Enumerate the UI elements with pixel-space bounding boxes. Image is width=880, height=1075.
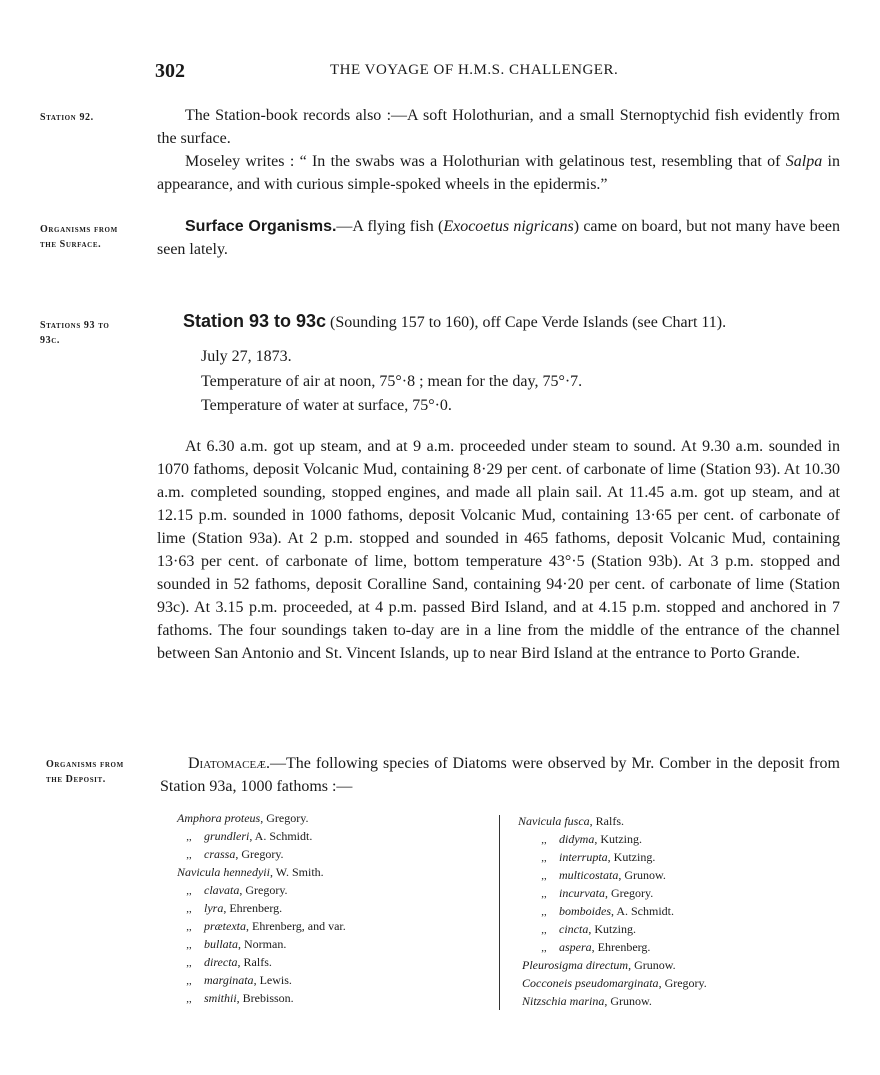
- margin-line: the Deposit.: [46, 774, 106, 785]
- species: crassa: [204, 847, 236, 861]
- diatoms-paragraph: [160, 752, 840, 798]
- ditto-mark: ,,: [186, 885, 192, 897]
- list-item: [177, 863, 346, 881]
- margin-line: Stations 93 to: [40, 320, 110, 331]
- genus: Navicula: [177, 865, 221, 879]
- list-item: [177, 809, 346, 827]
- running-title: THE VOYAGE OF H.M.S. CHALLENGER.: [330, 62, 619, 78]
- species: grundleri: [204, 829, 250, 843]
- species: bomboides: [559, 904, 611, 918]
- author: , Kutzing.: [607, 850, 656, 864]
- genus: Pleurosigma: [522, 958, 583, 972]
- author: , A. Schmidt.: [611, 904, 675, 918]
- ditto-mark: ,,: [541, 834, 547, 846]
- list-item: [177, 845, 346, 863]
- ditto-mark: ,,: [186, 849, 192, 861]
- species: didyma: [559, 832, 595, 846]
- author: , Ehrenberg, and var.: [246, 919, 346, 933]
- list-item: [177, 917, 346, 935]
- ditto-mark: ,,: [186, 957, 192, 969]
- margin-note-deposit: [46, 757, 124, 787]
- species: aspera: [559, 940, 592, 954]
- author: , Lewis.: [253, 973, 292, 987]
- ditto-mark: ,,: [541, 924, 547, 936]
- species: lyra: [204, 901, 224, 915]
- list-item: [177, 881, 346, 899]
- ditto-mark: ,,: [186, 975, 192, 987]
- author: , Norman.: [238, 937, 287, 951]
- author: , Kutzing.: [588, 922, 636, 936]
- author: , Grunow.: [604, 994, 652, 1008]
- species: bullata: [204, 937, 239, 951]
- species: prætexta: [204, 919, 246, 933]
- list-item: [177, 971, 346, 989]
- species: clavata: [204, 883, 240, 897]
- margin-line: Organisms from: [46, 759, 124, 770]
- surface-organisms-paragraph: [157, 215, 840, 261]
- diatoms-lead: Diatomaceæ.: [188, 755, 270, 772]
- ditto-mark: ,,: [186, 921, 192, 933]
- author: , Ehrenberg.: [591, 940, 651, 954]
- surface-text: —A flying fish (: [336, 218, 444, 235]
- species: cincta: [559, 922, 589, 936]
- species: marginata: [204, 973, 254, 987]
- species: directa: [204, 955, 238, 969]
- author: , Ehrenberg.: [223, 901, 283, 915]
- list-item: [177, 899, 346, 917]
- species: fusca: [564, 814, 590, 828]
- author: , Brebisson.: [236, 991, 294, 1005]
- column-divider: [499, 815, 500, 1010]
- species: pseudomarginata: [575, 976, 659, 990]
- author: , W. Smith.: [269, 865, 324, 879]
- page-number: 302: [155, 60, 185, 82]
- ditto-mark: ,,: [186, 831, 192, 843]
- moseley-text: Moseley writes : “ In the swabs was a Holothurian with gelatinous test, resembling that of: [185, 153, 786, 170]
- author: , Ralfs.: [589, 814, 625, 828]
- list-item: [518, 830, 707, 848]
- list-item: [518, 848, 707, 866]
- author: , Ralfs.: [237, 955, 272, 969]
- genus: Amphora: [177, 811, 222, 825]
- list-item: [518, 884, 707, 902]
- temperature-air: Temperature of air at noon, 75°·8 ; mean for the day, 75°·7.: [201, 373, 583, 390]
- species: hennedyii: [223, 865, 270, 879]
- genus: Nitzschia: [522, 994, 567, 1008]
- station-92-paragraph: The Station-book records also :—A soft Holothurian, and a small Sternoptychid fish evidently from the surface.: [157, 107, 840, 147]
- ditto-mark: ,,: [541, 870, 547, 882]
- species: proteus: [224, 811, 261, 825]
- ditto-mark: ,,: [541, 852, 547, 864]
- margin-line: 93c.: [40, 335, 60, 346]
- ditto-mark: ,,: [541, 942, 547, 954]
- genus: Cocconeis: [522, 976, 572, 990]
- author: , A. Schmidt.: [249, 829, 313, 843]
- species: directum: [585, 958, 629, 972]
- species: incurvata: [559, 886, 605, 900]
- list-item: [177, 935, 346, 953]
- species: multicostata: [559, 868, 619, 882]
- genus: Navicula: [518, 814, 562, 828]
- list-item: [518, 938, 707, 956]
- author: , Grunow.: [628, 958, 676, 972]
- exocoetus-italic: Exocoetus nigricans: [443, 218, 574, 235]
- margin-note-station-93: [40, 318, 109, 348]
- diatoms-text: —The following species of Diatoms were observed by Mr. Comber in the deposit from Station 93a, 1000 fathoms :—: [160, 755, 840, 795]
- ditto-mark: ,,: [186, 939, 192, 951]
- station-heading-rest: (Sounding 157 to 160), off Cape Verde Islands (see Chart 11).: [326, 314, 727, 331]
- author: , Kutzing.: [594, 832, 642, 846]
- list-item: [518, 866, 707, 884]
- margin-note-station-92: Station 92.: [40, 112, 94, 123]
- list-item: [518, 902, 707, 920]
- margin-line: the Surface.: [40, 239, 102, 250]
- surface-lead: Surface Organisms.: [185, 218, 337, 235]
- species: marina: [569, 994, 605, 1008]
- station-93-heading: [183, 311, 726, 332]
- list-item: [522, 992, 707, 1010]
- moseley-paragraph: [157, 150, 840, 196]
- temperature-water: Temperature of water at surface, 75°·0.: [201, 397, 452, 414]
- species: smithii: [204, 991, 237, 1005]
- ditto-mark: ,,: [186, 903, 192, 915]
- list-item: [177, 953, 346, 971]
- author: , Gregory.: [605, 886, 654, 900]
- author: , Gregory.: [658, 976, 707, 990]
- author: , Gregory.: [235, 847, 284, 861]
- salpa-italic: Salpa: [785, 153, 823, 170]
- author: , Gregory.: [239, 883, 288, 897]
- margin-line: Organisms from: [40, 224, 118, 235]
- station-heading-bold: Station 93 to 93c: [183, 311, 327, 331]
- list-item: [518, 812, 707, 830]
- date: July 27, 1873.: [201, 348, 292, 365]
- station-93-narrative: At 6.30 a.m. got up steam, and at 9 a.m. proceeded under steam to sound. At 9.30 a.m. sounded in 1070 fathoms, deposit Volcanic Mud, containing 8·29 per cent. of carbonate of lime (Station 93). At 10.30 a.m. completed sounding, stopped engines, and made all plain sail. At 11.45 a.m. got up steam, and at 12.15 p.m. sounded in 1000 fathoms, deposit Volcanic Mud, containing 13·65 per cent. of carbonate of lime (Station 93a). At 2 p.m. stopped and sounded in 465 fathoms, deposit Volcanic Mud, containing 13·63 per cent. of carbonate of lime, bottom temperature 43°·5 (Station 93b). At 3 p.m. stopped and sounded in 52 fathoms, deposit Coralline Sand, containing 94·20 per cent. of carbonate of lime (Station 93c). At 3.15 p.m. proceeded, at 4 p.m. passed Bird Island, and at 4.15 p.m. stopped and anchored in 7 fathoms. The four soundings taken to-day are in a line from the middle of the entrance of the channel between San Antonio and St. Vincent Islands, up to near Bird Island at the entrance to Porto Grande.: [157, 438, 840, 662]
- ditto-mark: ,,: [541, 888, 547, 900]
- list-item: [177, 989, 346, 1007]
- list-item: [522, 974, 707, 992]
- list-item: [177, 827, 346, 845]
- species: interrupta: [559, 850, 608, 864]
- diatom-list-right: [518, 812, 707, 1010]
- ditto-mark: ,,: [186, 993, 192, 1005]
- margin-note-surface: [40, 222, 118, 252]
- moseley-text-end: in appearance, and with curious simple-spoked wheels in the epidermis.”: [157, 153, 840, 193]
- surface-text-end: ) came on board, but not many have been seen lately.: [157, 218, 840, 258]
- author: , Grunow.: [618, 868, 666, 882]
- list-item: [522, 956, 707, 974]
- ditto-mark: ,,: [541, 906, 547, 918]
- diatom-list-left: [177, 809, 346, 1007]
- author: , Gregory.: [260, 811, 309, 825]
- list-item: [518, 920, 707, 938]
